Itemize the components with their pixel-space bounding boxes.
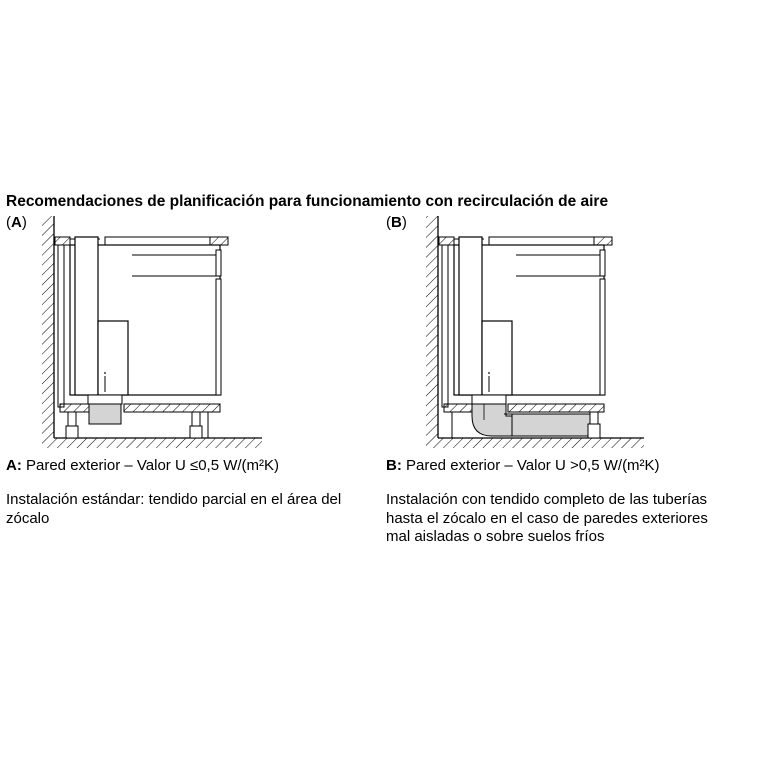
cabinet-foot (190, 426, 202, 438)
filter-module (98, 321, 128, 395)
worktop-right (594, 237, 612, 245)
wall-hatch (426, 216, 438, 438)
worktop-left (55, 237, 70, 245)
description-a: Instalación estándar: tendido parcial en el área del zócalo (6, 491, 342, 527)
caption-b: B: Pared exterior – Valor U >0,5 W/(m²K) (386, 457, 660, 474)
panel-b-label: (B) (386, 214, 407, 231)
installation-diagram-b (380, 214, 760, 454)
worktop-right (210, 237, 228, 245)
cabinet-foot (66, 426, 78, 438)
filter-module (482, 321, 512, 395)
duct-elbow (472, 404, 512, 436)
air-duct (512, 414, 592, 436)
plinth (124, 404, 220, 412)
page-title: Recomendaciones de planificación para funcionamiento con recirculación de aire (6, 193, 609, 210)
extractor-column (459, 237, 482, 395)
floor-hatch (42, 438, 262, 448)
caption-a: A: Pared exterior – Valor U ≤0,5 W/(m²K) (6, 457, 280, 474)
floor-hatch (426, 438, 644, 448)
wall-hatch (42, 216, 54, 438)
worktop-left (439, 237, 454, 245)
cabinet-foot (588, 424, 600, 438)
panel-a-label: (A) (6, 214, 27, 231)
extractor-column (75, 237, 98, 395)
installation-diagram-a (0, 214, 380, 454)
air-duct (89, 404, 121, 424)
plinth (508, 404, 604, 412)
description-b: Instalación con tendido completo de las tuberías hasta el zócalo en el caso de paredes exteriores mal aisladas o sobre suelos fríos (386, 491, 708, 545)
